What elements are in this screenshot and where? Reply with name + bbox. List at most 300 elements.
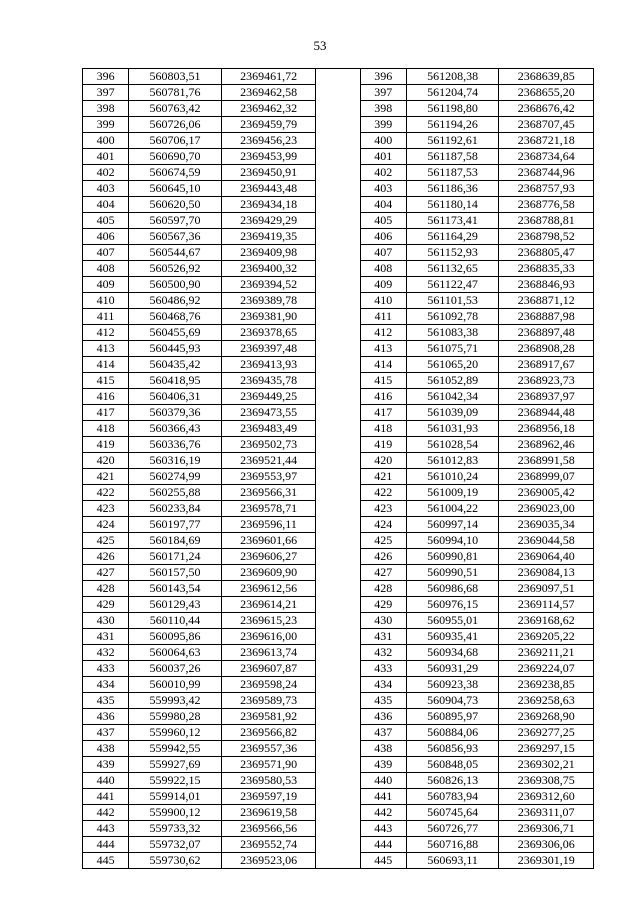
point-number-cell: 412 bbox=[83, 325, 129, 341]
table-row bbox=[83, 549, 594, 565]
x-coordinate-cell: 561194,26 bbox=[406, 117, 499, 133]
y-coordinate-cell: 2369609,90 bbox=[221, 565, 316, 581]
x-coordinate-cell: 560997,14 bbox=[406, 517, 499, 533]
x-coordinate-cell: 560620,50 bbox=[129, 197, 222, 213]
y-coordinate-cell: 2369552,74 bbox=[221, 837, 316, 853]
x-coordinate-cell: 561101,53 bbox=[406, 293, 499, 309]
x-coordinate-cell: 559914,01 bbox=[129, 789, 222, 805]
point-number-cell: 430 bbox=[360, 613, 406, 629]
x-coordinate-cell: 560895,97 bbox=[406, 709, 499, 725]
x-coordinate-cell: 561180,14 bbox=[406, 197, 499, 213]
column-gap bbox=[316, 709, 360, 725]
x-coordinate-cell: 561065,20 bbox=[406, 357, 499, 373]
column-gap bbox=[316, 245, 360, 261]
x-coordinate-cell: 560544,67 bbox=[129, 245, 222, 261]
table-row bbox=[83, 293, 594, 309]
column-gap bbox=[316, 229, 360, 245]
y-coordinate-cell: 2368655,20 bbox=[499, 85, 594, 101]
y-coordinate-cell: 2369409,98 bbox=[221, 245, 316, 261]
x-coordinate-cell: 560803,51 bbox=[129, 69, 222, 85]
y-coordinate-cell: 2369434,18 bbox=[221, 197, 316, 213]
column-gap bbox=[316, 181, 360, 197]
y-coordinate-cell: 2368757,93 bbox=[499, 181, 594, 197]
y-coordinate-cell: 2369619,58 bbox=[221, 805, 316, 821]
point-number-cell: 410 bbox=[360, 293, 406, 309]
x-coordinate-cell: 560934,68 bbox=[406, 645, 499, 661]
point-number-cell: 429 bbox=[360, 597, 406, 613]
x-coordinate-cell: 560726,77 bbox=[406, 821, 499, 837]
x-coordinate-cell: 561031,93 bbox=[406, 421, 499, 437]
point-number-cell: 438 bbox=[360, 741, 406, 757]
x-coordinate-cell: 560468,76 bbox=[129, 309, 222, 325]
column-gap bbox=[316, 309, 360, 325]
x-coordinate-cell: 560233,84 bbox=[129, 501, 222, 517]
point-number-cell: 429 bbox=[83, 597, 129, 613]
point-number-cell: 422 bbox=[360, 485, 406, 501]
table-row bbox=[83, 661, 594, 677]
x-coordinate-cell: 560095,86 bbox=[129, 629, 222, 645]
column-gap bbox=[316, 133, 360, 149]
x-coordinate-cell: 561039,09 bbox=[406, 405, 499, 421]
point-number-cell: 438 bbox=[83, 741, 129, 757]
column-gap bbox=[316, 85, 360, 101]
x-coordinate-cell: 561164,29 bbox=[406, 229, 499, 245]
point-number-cell: 434 bbox=[360, 677, 406, 693]
table-row bbox=[83, 645, 594, 661]
table-row bbox=[83, 421, 594, 437]
y-coordinate-cell: 2369224,07 bbox=[499, 661, 594, 677]
column-gap bbox=[316, 821, 360, 837]
point-number-cell: 424 bbox=[360, 517, 406, 533]
y-coordinate-cell: 2369557,36 bbox=[221, 741, 316, 757]
x-coordinate-cell: 560884,06 bbox=[406, 725, 499, 741]
y-coordinate-cell: 2369302,21 bbox=[499, 757, 594, 773]
column-gap bbox=[316, 405, 360, 421]
x-coordinate-cell: 560316,19 bbox=[129, 453, 222, 469]
point-number-cell: 423 bbox=[360, 501, 406, 517]
y-coordinate-cell: 2369589,73 bbox=[221, 693, 316, 709]
table-row bbox=[83, 485, 594, 501]
x-coordinate-cell: 559900,12 bbox=[129, 805, 222, 821]
table-row bbox=[83, 741, 594, 757]
point-number-cell: 428 bbox=[83, 581, 129, 597]
point-number-cell: 403 bbox=[83, 181, 129, 197]
y-coordinate-cell: 2369462,32 bbox=[221, 101, 316, 117]
point-number-cell: 433 bbox=[83, 661, 129, 677]
y-coordinate-cell: 2369306,06 bbox=[499, 837, 594, 853]
point-number-cell: 439 bbox=[360, 757, 406, 773]
y-coordinate-cell: 2369044,58 bbox=[499, 533, 594, 549]
table-row bbox=[83, 629, 594, 645]
x-coordinate-cell: 561012,83 bbox=[406, 453, 499, 469]
point-number-cell: 440 bbox=[83, 773, 129, 789]
y-coordinate-cell: 2369381,90 bbox=[221, 309, 316, 325]
y-coordinate-cell: 2369521,44 bbox=[221, 453, 316, 469]
y-coordinate-cell: 2369389,78 bbox=[221, 293, 316, 309]
x-coordinate-cell: 560935,41 bbox=[406, 629, 499, 645]
column-gap bbox=[316, 293, 360, 309]
table-row bbox=[83, 181, 594, 197]
point-number-cell: 437 bbox=[83, 725, 129, 741]
point-number-cell: 409 bbox=[83, 277, 129, 293]
column-gap bbox=[316, 629, 360, 645]
y-coordinate-cell: 2368944,48 bbox=[499, 405, 594, 421]
y-coordinate-cell: 2369566,82 bbox=[221, 725, 316, 741]
point-number-cell: 436 bbox=[83, 709, 129, 725]
point-number-cell: 406 bbox=[83, 229, 129, 245]
table-row bbox=[83, 341, 594, 357]
x-coordinate-cell: 560064,63 bbox=[129, 645, 222, 661]
point-number-cell: 398 bbox=[360, 101, 406, 117]
y-coordinate-cell: 2369571,90 bbox=[221, 757, 316, 773]
y-coordinate-cell: 2369566,56 bbox=[221, 821, 316, 837]
table-row bbox=[83, 805, 594, 821]
point-number-cell: 399 bbox=[360, 117, 406, 133]
column-gap bbox=[316, 597, 360, 613]
table-row bbox=[83, 373, 594, 389]
y-coordinate-cell: 2368917,67 bbox=[499, 357, 594, 373]
table-row bbox=[83, 789, 594, 805]
table-row bbox=[83, 405, 594, 421]
y-coordinate-cell: 2369614,21 bbox=[221, 597, 316, 613]
y-coordinate-cell: 2369378,65 bbox=[221, 325, 316, 341]
point-number-cell: 407 bbox=[83, 245, 129, 261]
point-number-cell: 399 bbox=[83, 117, 129, 133]
y-coordinate-cell: 2369580,53 bbox=[221, 773, 316, 789]
y-coordinate-cell: 2368835,33 bbox=[499, 261, 594, 277]
column-gap bbox=[316, 565, 360, 581]
y-coordinate-cell: 2368805,47 bbox=[499, 245, 594, 261]
x-coordinate-cell: 560706,17 bbox=[129, 133, 222, 149]
x-coordinate-cell: 560445,93 bbox=[129, 341, 222, 357]
x-coordinate-cell: 560716,88 bbox=[406, 837, 499, 853]
x-coordinate-cell: 560955,01 bbox=[406, 613, 499, 629]
table-row bbox=[83, 533, 594, 549]
point-number-cell: 445 bbox=[83, 853, 129, 869]
point-number-cell: 418 bbox=[360, 421, 406, 437]
y-coordinate-cell: 2369459,79 bbox=[221, 117, 316, 133]
x-coordinate-cell: 560781,76 bbox=[129, 85, 222, 101]
x-coordinate-cell: 561028,54 bbox=[406, 437, 499, 453]
y-coordinate-cell: 2369435,78 bbox=[221, 373, 316, 389]
x-coordinate-cell: 560110,44 bbox=[129, 613, 222, 629]
y-coordinate-cell: 2369419,35 bbox=[221, 229, 316, 245]
x-coordinate-cell: 560597,70 bbox=[129, 213, 222, 229]
x-coordinate-cell: 560274,99 bbox=[129, 469, 222, 485]
point-number-cell: 427 bbox=[360, 565, 406, 581]
x-coordinate-cell: 560674,59 bbox=[129, 165, 222, 181]
x-coordinate-cell: 560726,06 bbox=[129, 117, 222, 133]
y-coordinate-cell: 2369413,93 bbox=[221, 357, 316, 373]
point-number-cell: 414 bbox=[360, 357, 406, 373]
table-row bbox=[83, 517, 594, 533]
y-coordinate-cell: 2369397,48 bbox=[221, 341, 316, 357]
x-coordinate-cell: 561075,71 bbox=[406, 341, 499, 357]
x-coordinate-cell: 561204,74 bbox=[406, 85, 499, 101]
x-coordinate-cell: 559730,62 bbox=[129, 853, 222, 869]
y-coordinate-cell: 2368999,07 bbox=[499, 469, 594, 485]
y-coordinate-cell: 2369168,62 bbox=[499, 613, 594, 629]
y-coordinate-cell: 2369502,73 bbox=[221, 437, 316, 453]
point-number-cell: 407 bbox=[360, 245, 406, 261]
y-coordinate-cell: 2368639,85 bbox=[499, 69, 594, 85]
x-coordinate-cell: 559927,69 bbox=[129, 757, 222, 773]
x-coordinate-cell: 560690,70 bbox=[129, 149, 222, 165]
column-gap bbox=[316, 357, 360, 373]
x-coordinate-cell: 561092,78 bbox=[406, 309, 499, 325]
x-coordinate-cell: 560197,77 bbox=[129, 517, 222, 533]
x-coordinate-cell: 561052,89 bbox=[406, 373, 499, 389]
table-row bbox=[83, 277, 594, 293]
point-number-cell: 430 bbox=[83, 613, 129, 629]
point-number-cell: 421 bbox=[83, 469, 129, 485]
y-coordinate-cell: 2368744,96 bbox=[499, 165, 594, 181]
point-number-cell: 396 bbox=[360, 69, 406, 85]
y-coordinate-cell: 2369258,63 bbox=[499, 693, 594, 709]
y-coordinate-cell: 2369613,74 bbox=[221, 645, 316, 661]
y-coordinate-cell: 2368846,93 bbox=[499, 277, 594, 293]
point-number-cell: 421 bbox=[360, 469, 406, 485]
point-number-cell: 409 bbox=[360, 277, 406, 293]
y-coordinate-cell: 2369461,72 bbox=[221, 69, 316, 85]
point-number-cell: 431 bbox=[360, 629, 406, 645]
column-gap bbox=[316, 325, 360, 341]
y-coordinate-cell: 2369312,60 bbox=[499, 789, 594, 805]
column-gap bbox=[316, 213, 360, 229]
table-row bbox=[83, 101, 594, 117]
x-coordinate-cell: 559942,55 bbox=[129, 741, 222, 757]
x-coordinate-cell: 560418,95 bbox=[129, 373, 222, 389]
x-coordinate-cell: 560500,90 bbox=[129, 277, 222, 293]
column-gap bbox=[316, 421, 360, 437]
column-gap bbox=[316, 437, 360, 453]
x-coordinate-cell: 560856,93 bbox=[406, 741, 499, 757]
x-coordinate-cell: 559993,42 bbox=[129, 693, 222, 709]
point-number-cell: 408 bbox=[360, 261, 406, 277]
point-number-cell: 396 bbox=[83, 69, 129, 85]
point-number-cell: 397 bbox=[360, 85, 406, 101]
point-number-cell: 402 bbox=[360, 165, 406, 181]
column-gap bbox=[316, 853, 360, 869]
point-number-cell: 437 bbox=[360, 725, 406, 741]
page-number: 53 bbox=[313, 38, 327, 53]
y-coordinate-cell: 2369456,23 bbox=[221, 133, 316, 149]
table-row bbox=[83, 149, 594, 165]
table-row bbox=[83, 837, 594, 853]
table-row bbox=[83, 325, 594, 341]
y-coordinate-cell: 2369473,55 bbox=[221, 405, 316, 421]
point-number-cell: 414 bbox=[83, 357, 129, 373]
y-coordinate-cell: 2369606,27 bbox=[221, 549, 316, 565]
x-coordinate-cell: 560826,13 bbox=[406, 773, 499, 789]
point-number-cell: 432 bbox=[83, 645, 129, 661]
point-number-cell: 404 bbox=[360, 197, 406, 213]
point-number-cell: 402 bbox=[83, 165, 129, 181]
x-coordinate-cell: 560379,36 bbox=[129, 405, 222, 421]
table-row bbox=[83, 357, 594, 373]
point-number-cell: 417 bbox=[83, 405, 129, 421]
point-number-cell: 403 bbox=[360, 181, 406, 197]
y-coordinate-cell: 2369297,15 bbox=[499, 741, 594, 757]
y-coordinate-cell: 2369429,29 bbox=[221, 213, 316, 229]
point-number-cell: 420 bbox=[360, 453, 406, 469]
point-number-cell: 431 bbox=[83, 629, 129, 645]
y-coordinate-cell: 2369097,51 bbox=[499, 581, 594, 597]
table-row bbox=[83, 245, 594, 261]
y-coordinate-cell: 2369449,25 bbox=[221, 389, 316, 405]
column-gap bbox=[316, 149, 360, 165]
point-number-cell: 411 bbox=[360, 309, 406, 325]
point-number-cell: 441 bbox=[360, 789, 406, 805]
point-number-cell: 420 bbox=[83, 453, 129, 469]
table-row bbox=[83, 677, 594, 693]
point-number-cell: 400 bbox=[83, 133, 129, 149]
table-row bbox=[83, 501, 594, 517]
point-number-cell: 424 bbox=[83, 517, 129, 533]
column-gap bbox=[316, 389, 360, 405]
point-number-cell: 419 bbox=[360, 437, 406, 453]
x-coordinate-cell: 560255,88 bbox=[129, 485, 222, 501]
column-gap bbox=[316, 197, 360, 213]
point-number-cell: 406 bbox=[360, 229, 406, 245]
y-coordinate-cell: 2369607,87 bbox=[221, 661, 316, 677]
y-coordinate-cell: 2368908,28 bbox=[499, 341, 594, 357]
y-coordinate-cell: 2369023,00 bbox=[499, 501, 594, 517]
point-number-cell: 445 bbox=[360, 853, 406, 869]
table-row bbox=[83, 69, 594, 85]
point-number-cell: 433 bbox=[360, 661, 406, 677]
x-coordinate-cell: 561083,38 bbox=[406, 325, 499, 341]
y-coordinate-cell: 2369268,90 bbox=[499, 709, 594, 725]
x-coordinate-cell: 560994,10 bbox=[406, 533, 499, 549]
column-gap bbox=[316, 645, 360, 661]
point-number-cell: 436 bbox=[360, 709, 406, 725]
point-number-cell: 398 bbox=[83, 101, 129, 117]
column-gap bbox=[316, 517, 360, 533]
y-coordinate-cell: 2369566,31 bbox=[221, 485, 316, 501]
y-coordinate-cell: 2368923,73 bbox=[499, 373, 594, 389]
point-number-cell: 412 bbox=[360, 325, 406, 341]
point-number-cell: 401 bbox=[83, 149, 129, 165]
point-number-cell: 425 bbox=[360, 533, 406, 549]
point-number-cell: 422 bbox=[83, 485, 129, 501]
point-number-cell: 405 bbox=[83, 213, 129, 229]
y-coordinate-cell: 2369553,97 bbox=[221, 469, 316, 485]
y-coordinate-cell: 2368798,52 bbox=[499, 229, 594, 245]
table-row bbox=[83, 213, 594, 229]
table-row bbox=[83, 821, 594, 837]
point-number-cell: 444 bbox=[360, 837, 406, 853]
table-row bbox=[83, 389, 594, 405]
y-coordinate-cell: 2369400,32 bbox=[221, 261, 316, 277]
table-row bbox=[83, 725, 594, 741]
column-gap bbox=[316, 277, 360, 293]
y-coordinate-cell: 2369308,75 bbox=[499, 773, 594, 789]
table-row bbox=[83, 309, 594, 325]
point-number-cell: 426 bbox=[83, 549, 129, 565]
table-row bbox=[83, 565, 594, 581]
y-coordinate-cell: 2369084,13 bbox=[499, 565, 594, 581]
y-coordinate-cell: 2369005,42 bbox=[499, 485, 594, 501]
x-coordinate-cell: 560904,73 bbox=[406, 693, 499, 709]
column-gap bbox=[316, 837, 360, 853]
column-gap bbox=[316, 101, 360, 117]
table-row bbox=[83, 117, 594, 133]
point-number-cell: 435 bbox=[83, 693, 129, 709]
x-coordinate-cell: 560783,94 bbox=[406, 789, 499, 805]
y-coordinate-cell: 2369450,91 bbox=[221, 165, 316, 181]
point-number-cell: 435 bbox=[360, 693, 406, 709]
table-row bbox=[83, 613, 594, 629]
column-gap bbox=[316, 581, 360, 597]
point-number-cell: 441 bbox=[83, 789, 129, 805]
point-number-cell: 415 bbox=[360, 373, 406, 389]
y-coordinate-cell: 2368871,12 bbox=[499, 293, 594, 309]
y-coordinate-cell: 2369616,00 bbox=[221, 629, 316, 645]
column-gap bbox=[316, 613, 360, 629]
y-coordinate-cell: 2368734,64 bbox=[499, 149, 594, 165]
point-number-cell: 416 bbox=[83, 389, 129, 405]
column-gap bbox=[316, 261, 360, 277]
y-coordinate-cell: 2369114,57 bbox=[499, 597, 594, 613]
x-coordinate-cell: 560486,92 bbox=[129, 293, 222, 309]
coordinate-table bbox=[82, 68, 594, 869]
x-coordinate-cell: 560990,81 bbox=[406, 549, 499, 565]
y-coordinate-cell: 2369035,34 bbox=[499, 517, 594, 533]
point-number-cell: 413 bbox=[83, 341, 129, 357]
y-coordinate-cell: 2369211,21 bbox=[499, 645, 594, 661]
point-number-cell: 410 bbox=[83, 293, 129, 309]
x-coordinate-cell: 559732,07 bbox=[129, 837, 222, 853]
y-coordinate-cell: 2368937,97 bbox=[499, 389, 594, 405]
y-coordinate-cell: 2368776,58 bbox=[499, 197, 594, 213]
point-number-cell: 404 bbox=[83, 197, 129, 213]
y-coordinate-cell: 2368887,98 bbox=[499, 309, 594, 325]
x-coordinate-cell: 561132,65 bbox=[406, 261, 499, 277]
y-coordinate-cell: 2369462,58 bbox=[221, 85, 316, 101]
column-gap bbox=[316, 453, 360, 469]
table-row bbox=[83, 581, 594, 597]
y-coordinate-cell: 2369523,06 bbox=[221, 853, 316, 869]
x-coordinate-cell: 559960,12 bbox=[129, 725, 222, 741]
point-number-cell: 432 bbox=[360, 645, 406, 661]
x-coordinate-cell: 560455,69 bbox=[129, 325, 222, 341]
x-coordinate-cell: 560129,43 bbox=[129, 597, 222, 613]
point-number-cell: 444 bbox=[83, 837, 129, 853]
y-coordinate-cell: 2369394,52 bbox=[221, 277, 316, 293]
point-number-cell: 425 bbox=[83, 533, 129, 549]
y-coordinate-cell: 2369238,85 bbox=[499, 677, 594, 693]
column-gap bbox=[316, 117, 360, 133]
y-coordinate-cell: 2368788,81 bbox=[499, 213, 594, 229]
x-coordinate-cell: 561187,58 bbox=[406, 149, 499, 165]
point-number-cell: 442 bbox=[360, 805, 406, 821]
x-coordinate-cell: 560986,68 bbox=[406, 581, 499, 597]
y-coordinate-cell: 2368962,46 bbox=[499, 437, 594, 453]
table-row bbox=[83, 709, 594, 725]
table-row bbox=[83, 197, 594, 213]
x-coordinate-cell: 560037,26 bbox=[129, 661, 222, 677]
x-coordinate-cell: 561192,61 bbox=[406, 133, 499, 149]
y-coordinate-cell: 2369596,11 bbox=[221, 517, 316, 533]
point-number-cell: 413 bbox=[360, 341, 406, 357]
x-coordinate-cell: 560931,29 bbox=[406, 661, 499, 677]
column-gap bbox=[316, 661, 360, 677]
y-coordinate-cell: 2368897,48 bbox=[499, 325, 594, 341]
point-number-cell: 428 bbox=[360, 581, 406, 597]
x-coordinate-cell: 561173,41 bbox=[406, 213, 499, 229]
point-number-cell: 426 bbox=[360, 549, 406, 565]
